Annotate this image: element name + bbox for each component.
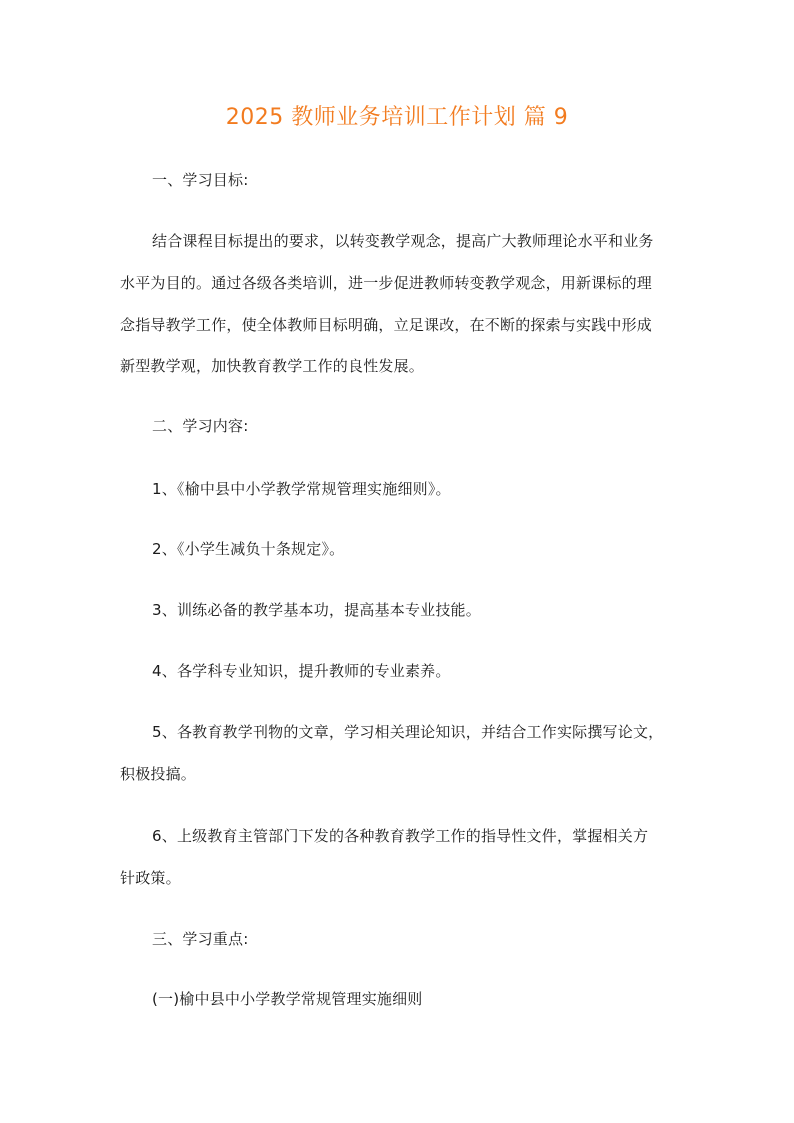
goals-paragraph-line-1: 结合课程目标提出的要求，以转变教学观念，提高广大教师理论水平和业务 <box>152 232 654 250</box>
content-item-1: 1、《榆中县中小学教学常规管理实施细则》。 <box>152 480 451 498</box>
content-item-5-line-2: 积极投搞。 <box>120 765 197 783</box>
goals-paragraph-line-3: 念指导教学工作，使全体教师目标明确，立足课改，在不断的探索与实践中形成 <box>120 316 653 334</box>
content-item-3: 3、训练必备的教学基本功，提高基本专业技能。 <box>152 601 481 619</box>
focus-subitem-1: (一)榆中县中小学教学常规管理实施细则 <box>152 990 423 1008</box>
content-item-6-line-1: 6、上级教育主管部门下发的各种教育教学工作的指导性文件，掌握相关方 <box>152 827 649 845</box>
section-heading-learning-goals: 一、学习目标: <box>152 171 249 189</box>
section-heading-learning-focus: 三、学习重点: <box>152 930 249 948</box>
goals-paragraph-line-4: 新型教学观，加快教育教学工作的良性发展。 <box>120 357 425 375</box>
document-title: 2025 教师业务培训工作计划 篇 9 <box>225 105 569 130</box>
section-heading-learning-content: 二、学习内容: <box>152 417 249 435</box>
content-item-5-line-1: 5、各教育教学刊物的文章，学习相关理论知识，并结合工作实际撰写论文， <box>152 723 664 741</box>
content-item-4: 4、各学科专业知识，提升教师的专业素养。 <box>152 662 451 680</box>
content-item-2: 2、《小学生减负十条规定》。 <box>152 540 345 558</box>
goals-paragraph-line-2: 水平为目的。通过各级各类培训，进一步促进教师转变教学观念，用新课标的理 <box>120 274 653 292</box>
content-item-6-line-2: 针政策。 <box>120 869 181 887</box>
